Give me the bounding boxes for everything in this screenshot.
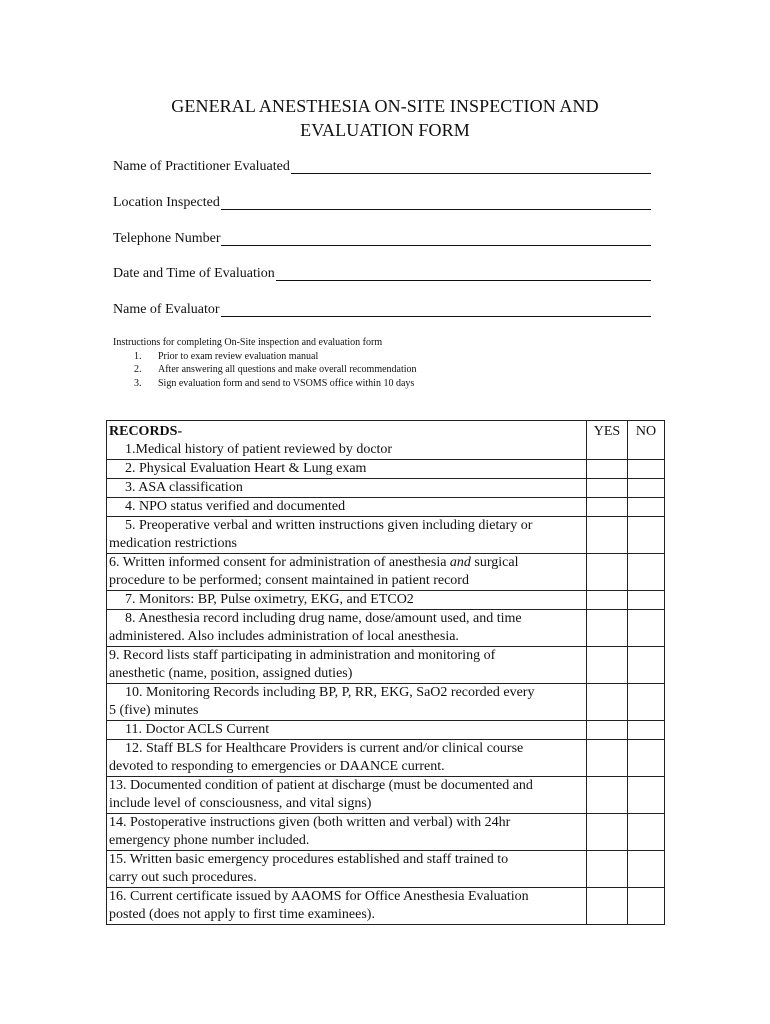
question-text: 4. NPO status verified and documented <box>125 499 346 514</box>
question-cell <box>107 851 587 888</box>
no-checkbox-cell[interactable] <box>628 647 665 684</box>
no-checkbox-cell[interactable] <box>628 498 665 517</box>
title-line-1: GENERAL ANESTHESIA ON-SITE INSPECTION AND <box>171 96 599 116</box>
question-cell <box>107 554 587 591</box>
question-text: 8. Anesthesia record including drug name, dose/amount used, and time <box>125 611 522 626</box>
table-row <box>107 591 665 610</box>
yes-checkbox-cell[interactable] <box>587 851 628 888</box>
telephone-field[interactable] <box>113 229 651 249</box>
question-cell <box>107 721 587 740</box>
date-time-field[interactable] <box>113 264 651 284</box>
telephone-label: Telephone Number <box>113 231 221 246</box>
yes-checkbox-cell[interactable] <box>587 740 628 777</box>
question-cell <box>107 647 587 684</box>
question-text: 7. Monitors: BP, Pulse oximetry, EKG, and ETCO2 <box>125 592 414 607</box>
table-row <box>107 740 665 777</box>
no-checkbox-cell[interactable] <box>628 814 665 851</box>
no-checkbox-cell[interactable] <box>628 721 665 740</box>
no-checkbox-cell[interactable] <box>628 684 665 721</box>
table-row <box>107 888 665 925</box>
table-row <box>107 721 665 740</box>
question-text-continued: emergency phone number included. <box>109 833 310 848</box>
instruction-item: 2. After answering all questions and make overall recommendation <box>134 364 417 375</box>
yes-checkbox-cell[interactable] <box>587 647 628 684</box>
yes-checkbox-cell[interactable] <box>587 517 628 554</box>
question-cell <box>107 498 587 517</box>
telephone-line[interactable] <box>221 244 651 246</box>
form-title <box>100 94 670 142</box>
question-text: 14. Postoperative instructions given (both written and verbal) with 24hr <box>109 815 511 830</box>
instructions-heading: Instructions for completing On-Site inspection and evaluation form <box>113 337 383 348</box>
table-row <box>107 610 665 647</box>
date-time-label: Date and Time of Evaluation <box>113 266 275 281</box>
question-text-continued: anesthetic (name, position, assigned duties) <box>109 666 353 681</box>
table-row <box>107 814 665 851</box>
table-header-row <box>107 421 665 460</box>
question-cell <box>107 888 587 925</box>
question-text-continued: include level of consciousness, and vital signs) <box>109 796 372 811</box>
question-cell <box>107 777 587 814</box>
yes-checkbox-cell[interactable] <box>587 814 628 851</box>
question-text: 16. Current certificate issued by AAOMS for Office Anesthesia Evaluation <box>109 889 529 904</box>
question-text: 15. Written basic emergency procedures established and staff trained to <box>109 852 509 867</box>
table-row <box>107 517 665 554</box>
practitioner-name-field[interactable] <box>113 157 651 177</box>
question-text: 1.Medical history of patient reviewed by doctor <box>125 442 393 457</box>
records-heading: RECORDS- <box>109 424 183 439</box>
question-cell <box>107 460 587 479</box>
evaluator-label: Name of Evaluator <box>113 302 220 317</box>
question-text-continued: medication restrictions <box>109 536 237 551</box>
question-text: 6. Written informed consent for administration of anesthesia and surgical <box>109 555 519 570</box>
instructions-list <box>113 350 533 391</box>
table-row <box>107 460 665 479</box>
question-text: 11. Doctor ACLS Current <box>125 722 270 737</box>
no-checkbox-cell[interactable] <box>628 888 665 925</box>
question-text: 13. Documented condition of patient at discharge (must be documented and <box>109 778 533 793</box>
question-cell <box>107 684 587 721</box>
instructions <box>113 336 533 390</box>
location-field[interactable] <box>113 193 651 213</box>
no-checkbox-cell[interactable] <box>628 460 665 479</box>
question-cell <box>107 479 587 498</box>
question-text-continued: carry out such procedures. <box>109 870 257 885</box>
question-text-continued: 5 (five) minutes <box>109 703 199 718</box>
instruction-item: 3. Sign evaluation form and send to VSOMS office within 10 days <box>134 377 415 389</box>
evaluator-line[interactable] <box>221 315 651 317</box>
question-text-continued: procedure to be performed; consent maintained in patient record <box>109 573 469 588</box>
question-text: 5. Preoperative verbal and written instructions given including dietary or <box>125 518 533 533</box>
question-text-continued: devoted to responding to emergencies or DAANCE current. <box>109 759 445 774</box>
question-cell <box>107 591 587 610</box>
table-row <box>107 554 665 591</box>
table-row <box>107 479 665 498</box>
table-row <box>107 684 665 721</box>
table-row <box>107 647 665 684</box>
practitioner-name-label: Name of Practitioner Evaluated <box>113 159 290 174</box>
question-cell <box>107 610 587 647</box>
question-text: 9. Record lists staff participating in administration and monitoring of <box>109 648 496 663</box>
no-checkbox-cell[interactable] <box>628 479 665 498</box>
records-table <box>106 420 665 925</box>
yes-checkbox-cell[interactable] <box>587 460 628 479</box>
yes-checkbox-cell[interactable] <box>587 721 628 740</box>
question-text: 2. Physical Evaluation Heart & Lung exam <box>125 461 367 476</box>
no-checkbox-cell[interactable] <box>628 740 665 777</box>
no-checkbox-cell[interactable] <box>628 851 665 888</box>
yes-checkbox-cell[interactable] <box>587 610 628 647</box>
location-label: Location Inspected <box>113 195 220 210</box>
table-row <box>107 498 665 517</box>
evaluator-field[interactable] <box>113 300 651 320</box>
question-cell <box>107 740 587 777</box>
table-row <box>107 777 665 814</box>
no-checkbox-cell[interactable] <box>628 610 665 647</box>
yes-checkbox-cell[interactable] <box>587 479 628 498</box>
yes-checkbox-cell[interactable] <box>587 888 628 925</box>
no-column-header: NO <box>628 421 665 460</box>
table-row <box>107 851 665 888</box>
instruction-item: 1. Prior to exam review evaluation manual <box>134 350 319 362</box>
yes-checkbox-cell[interactable] <box>587 777 628 814</box>
no-checkbox-cell[interactable] <box>628 591 665 610</box>
yes-checkbox-cell[interactable] <box>587 684 628 721</box>
records-section-cell <box>107 421 587 460</box>
question-text-continued: posted (does not apply to first time examinees). <box>109 907 375 922</box>
location-line[interactable] <box>221 208 651 210</box>
yes-checkbox-cell[interactable] <box>587 591 628 610</box>
question-text: 12. Staff BLS for Healthcare Providers is current and/or clinical course <box>125 741 524 756</box>
no-checkbox-cell[interactable] <box>628 777 665 814</box>
question-cell <box>107 814 587 851</box>
date-time-line[interactable] <box>276 279 651 281</box>
question-cell <box>107 517 587 554</box>
question-text-continued: administered. Also includes administration of local anesthesia. <box>109 629 459 644</box>
yes-column-header: YES <box>587 421 628 460</box>
yes-checkbox-cell[interactable] <box>587 498 628 517</box>
yes-checkbox-cell[interactable] <box>587 554 628 591</box>
no-checkbox-cell[interactable] <box>628 517 665 554</box>
question-text: 3. ASA classification <box>125 480 243 495</box>
no-checkbox-cell[interactable] <box>628 554 665 591</box>
title-line-2: EVALUATION FORM <box>300 120 470 140</box>
question-text: 10. Monitoring Records including BP, P, RR, EKG, SaO2 recorded every <box>125 685 535 700</box>
practitioner-name-line[interactable] <box>291 172 651 174</box>
